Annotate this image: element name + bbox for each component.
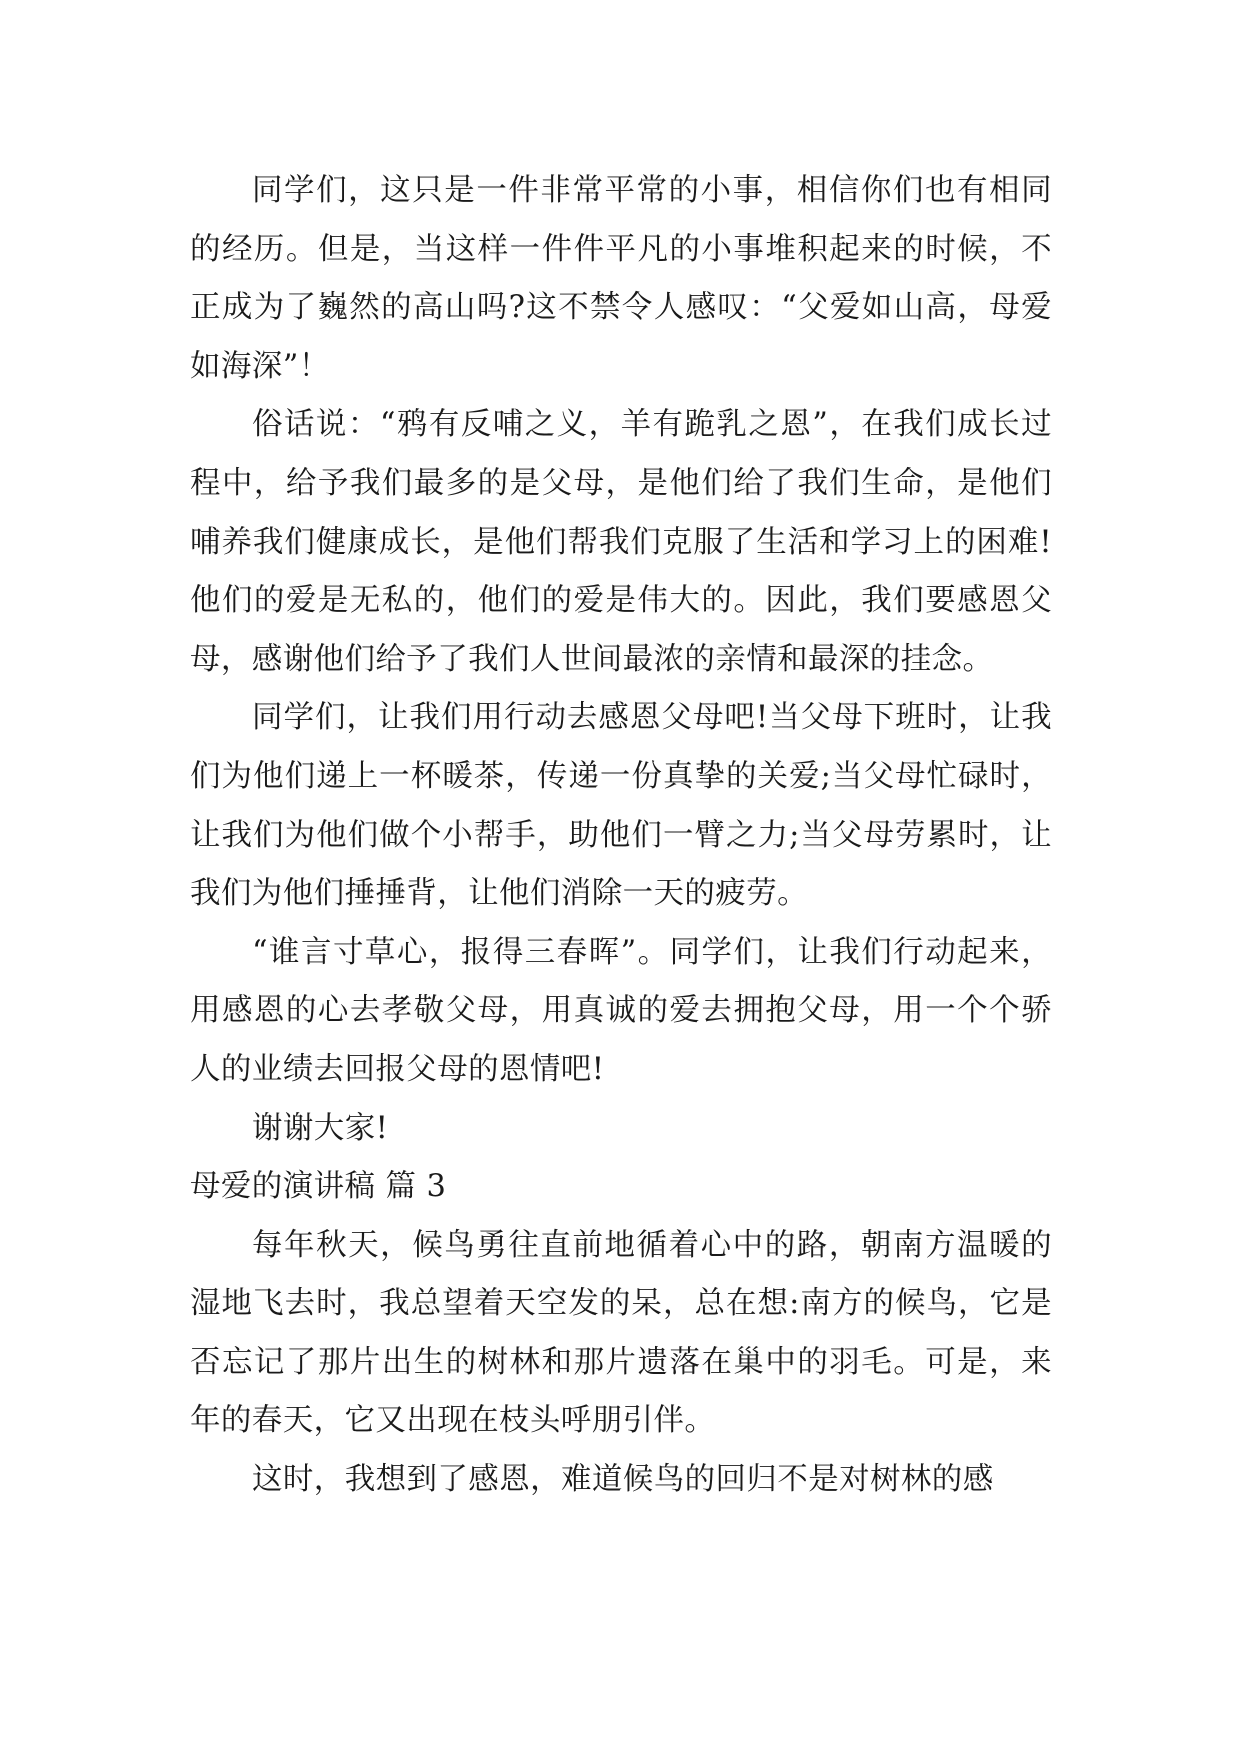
paragraph-4: “谁言寸草心，报得三春晖”。同学们，让我们行动起来，用感恩的心去孝敬父母，用真诚的爱去拥抱父母，用一个个骄人的业绩去回报父母的恩情吧! [190,934,1052,1087]
section-paragraph-2: 这时，我想到了感恩，难道候鸟的回归不是对树林的感 [252,1462,994,1498]
paragraph-3: 同学们，让我们用行动去感恩父母吧!当父母下班时，让我们为他们递上一杯暖茶，传递一份真挚的关爱;当父母忙碌时，让我们为他们做个小帮手，助他们一臂之力;当父母劳累时，让我们为他们捶捶背，让他们消除一天的疲劳。 [190,700,1052,912]
paragraph-1: 同学们，这只是一件非常平常的小事，相信你们也有相同的经历。但是，当这样一件件平凡的小事堆积起来的时候，不正成为了巍然的高山吗?这不禁令人感叹：“父爱如山高，母爱如海深”！ [190,173,1052,384]
paragraph-2: 俗话说：“鸦有反哺之义，羊有跪乳之恩”，在我们成长过程中，给予我们最多的是父母，是他们给了我们生命，是他们哺养我们健康成长，是他们帮我们克服了生活和学习上的困难!他们的爱是无私的，他们的爱是伟大的。因此，我们要感恩父母，感谢他们给予了我们人世间最浓的亲情和最深的挂念。 [190,407,1052,677]
document-body [190,162,1052,1510]
section-paragraph-1: 每年秋天，候鸟勇往直前地循着心中的路，朝南方温暖的湿地飞去时，我总望着天空发的呆，总在想:南方的候鸟，它是否忘记了那片出生的树林和那片遗落在巢中的羽毛。可是，来年的春天，它又出现在枝头呼朋引伴。 [190,1227,1052,1439]
section-heading: 母爱的演讲稿 篇 3 [190,1169,447,1205]
paragraph-5: 谢谢大家! [252,1110,389,1146]
